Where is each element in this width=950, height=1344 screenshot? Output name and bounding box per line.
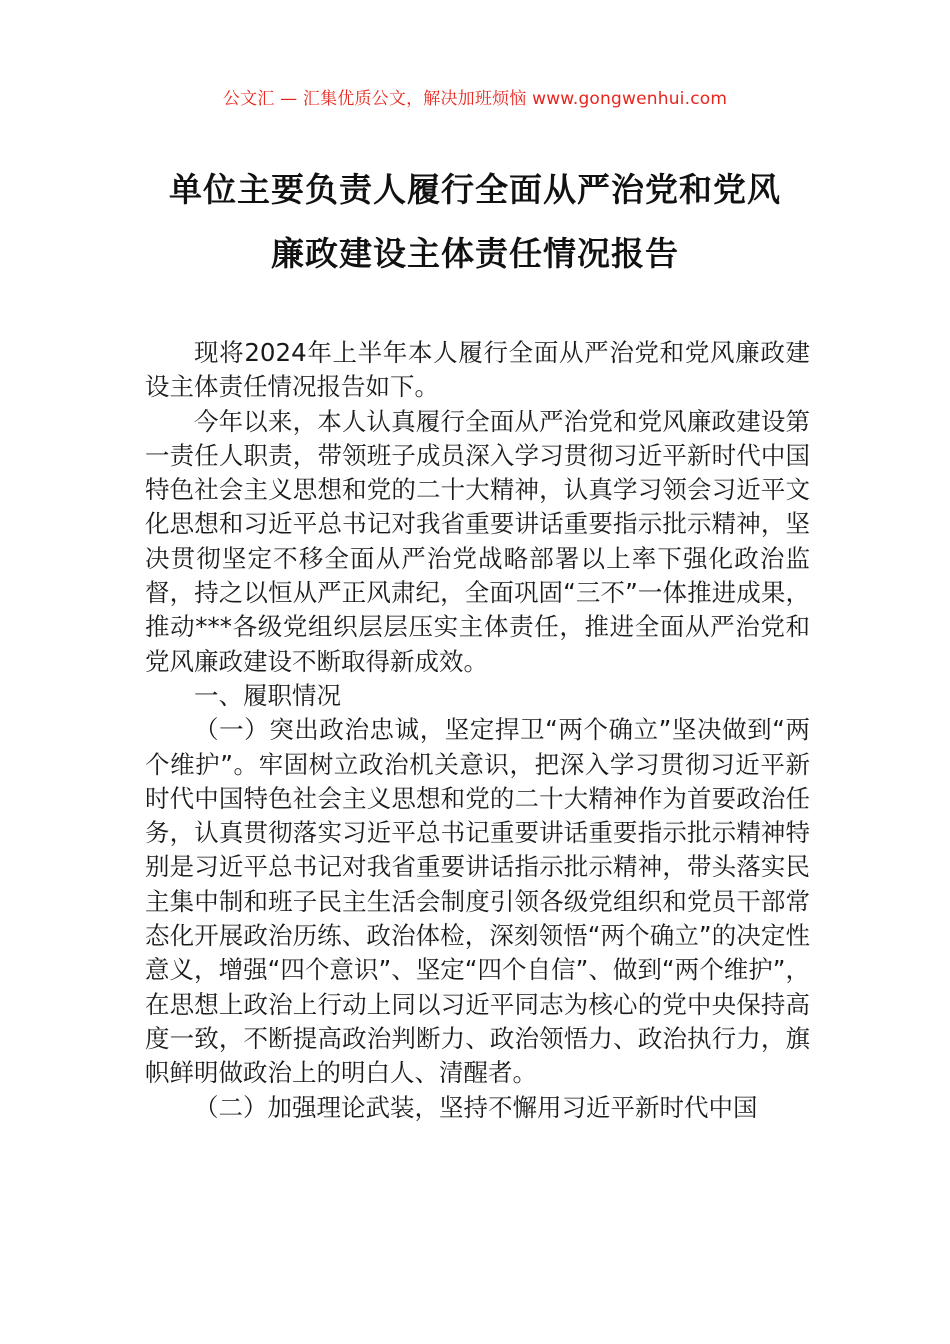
subsection-2-paragraph: （二）加强理论武装，坚持不懈用习近平新时代中国 xyxy=(194,1092,758,1122)
summary-paragraph: 今年以来，本人认真履行全面从严治党和党风廉政建设第一责任人职责，带领班子成员深入学习贯彻习近平新时代中国特色社会主义思想和党的二十大精神，认真学习领会习近平文化思想和习近平总书记对我省重要讲话重要指示批示精神，坚决贯彻坚定不移全面从严治党战略部署以上率下强化政治监督，持之以恒从严正风肃纪，全面巩固“三不”一体推进成果，推动***各级党组织层层压实主体责任，推进全面从严治党和党风廉政建设不断取得新成效。 xyxy=(145,406,810,676)
document-body xyxy=(145,336,810,1125)
header-banner: 公文汇 — 汇集优质公文，解决加班烦恼 www.gongwenhui.com xyxy=(222,89,728,109)
document-title xyxy=(110,158,840,286)
title-line-1: 单位主要负责人履行全面从严治党和党风 xyxy=(169,170,781,209)
subsection-1-paragraph: （一）突出政治忠诚，坚定捍卫“两个确立”坚决做到“两个维护”。牢固树立政治机关意识，把深入学习贯彻习近平新时代中国特色社会主义思想和党的二十大精神作为首要政治任务，认真贯彻落实习近平总书记重要讲话重要指示批示精神特别是习近平总书记对我省重要讲话指示批示精神，带头落实民主集中制和班子民主生活会制度引领各级党组织和党员干部常态化开展政治历练、政治体检，深刻领悟“两个确立”的决定性意义，增强“四个意识”、坚定“四个自信”、做到“两个维护”，在思想上政治上行动上同以习近平同志为核心的党中央保持高度一致，不断提高政治判断力、政治领悟力、政治执行力，旗帜鲜明做政治上的明白人、清醒者。 xyxy=(145,715,810,1088)
title-line-2: 廉政建设主体责任情况报告 xyxy=(271,234,679,273)
intro-paragraph: 现将2024年上半年本人履行全面从严治党和党风廉政建设主体责任情况报告如下。 xyxy=(145,338,810,402)
section-heading: 一、履职情况 xyxy=(194,680,341,710)
